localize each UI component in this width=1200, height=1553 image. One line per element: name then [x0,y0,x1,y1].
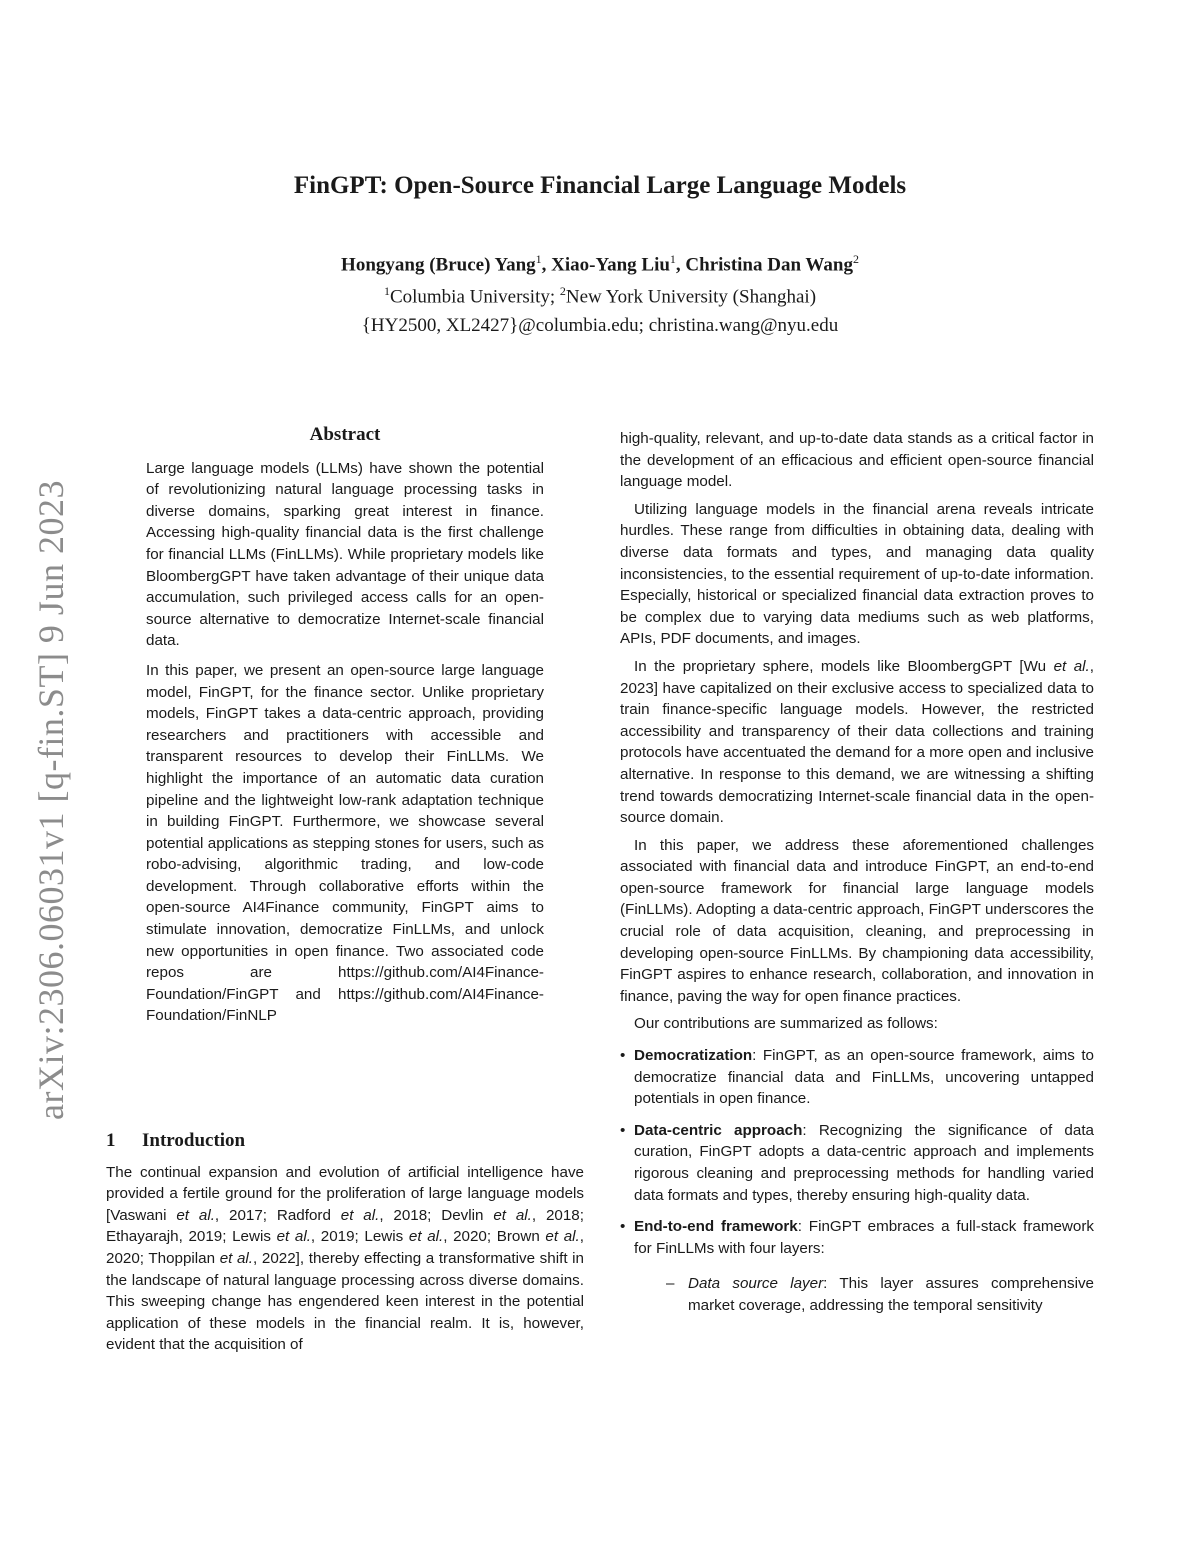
author-separator: , [541,254,552,276]
author-separator: , [675,254,686,276]
section-number: 1 [106,1130,116,1151]
text-run: , 2023] have capitalized on their exclusive access to specialized data to train finance-specific language models. However, the restricted accessibility and transparency of their data collections and training protocols have accentuated the demand for a more open and inclusive alternative. In response to this demand, we are witnessing a shifting trend towards democratizing Internet-scale financial data in the open-source domain. [620,657,1094,827]
author-affil-mark: 2 [852,252,859,266]
abstract-section [146,424,544,1035]
bullet-glyph: • [620,1047,626,1065]
author-name: Xiao-Yang Liu [551,254,670,276]
citation-etal: et al. [176,1206,215,1224]
list-item [620,1216,1094,1316]
list-item-label: End-to-end framework [634,1218,798,1236]
citation-etal: et al. [545,1228,580,1246]
citation-etal: et al. [408,1228,444,1246]
sub-list-item [666,1273,1094,1316]
list-item [620,1045,1094,1110]
affil-mark: 1 [383,284,390,298]
text-run: In the proprietary sphere, models like BloombergGPT [Wu [634,657,1054,675]
intro-paragraph [106,1162,584,1356]
text-run: , 2022], thereby effecting a transformative shift in the landscape of natural language processing across diverse domains. This sweeping change has engendered keen interest in the potential application of these models in the financial realm. It is, however, evident that the acquisition of [106,1249,584,1354]
list-item [620,1120,1094,1206]
dash-glyph: – [666,1275,675,1293]
introduction-section [106,1130,584,1356]
list-item-label: Democratization [634,1047,753,1065]
body-paragraph: Our contributions are summarized as follows: [634,1015,938,1033]
right-column [620,428,1094,1327]
abstract-paragraph: In this paper, we present an open-source large language model, FinGPT, for the finance sector. Unlike proprietary models, FinGPT takes a data-centric approach, providing researchers and practitioners with accessible and transparent resources to develop their FinLLMs. We highlight the importance of an automatic data curation pipeline and the lightweight low-rank adaptation technique in building FinGPT. Furthermore, we showcase several potential applications as stepping stones for users, such as robo-advising, algorithmic trading, and low-code development. Through collaborative efforts within the open-source AI4Finance community, FinGPT aims to stimulate innovation, democratize FinLLMs, and unlock new opportunities in open finance. Two associated code repos are https://github.com/AI4Finance-Foundation/FinGPT and https://github.com/AI4Finance-Foundation/FinNLP [146,661,544,1025]
body-paragraph: Utilizing language models in the financial arena reveals intricate hurdles. These range from difficulties in obtaining data, dealing with diverse data formats and types, and managing data quality inconsistencies, to the essential requirement of up-to-date information. Especially, historical or specialized financial data extraction proves to be complex due to varying data mediums such as web platforms, APIs, PDF documents, and images. [620,500,1094,648]
author-name: Hongyang (Bruce) Yang [341,254,536,276]
affil-name: Columbia University; [389,286,560,308]
list-item-label: Data-centric approach [634,1121,803,1139]
text-run: , 2020; Brown [443,1228,546,1246]
abstract-paragraph: Large language models (LLMs) have shown the potential of revolutionizing natural language processing tasks in diverse domains, sparking great interest in finance. Accessing high-quality financial data is the first challenge for financial LLMs (FinLLMs). While proprietary models like BloombergGPT have taken advantage of their unique data accumulation, such privileged access calls for an open-source alternative to democratize Internet-scale financial data. [146,459,544,650]
text-run: , 2018; Devlin [379,1206,494,1224]
author-name: Christina Dan Wang [685,254,853,276]
abstract-heading: Abstract [309,424,381,445]
citation-etal: et al. [276,1228,311,1246]
paper-title: FinGPT: Open-Source Financial Large Language Models [293,172,907,199]
body-paragraph: high-quality, relevant, and up-to-date data stands as a critical factor in the development of an efficacious and efficient open-source financial language model. [620,430,1094,491]
text-run: The continual expansion and evolution of artificial intelligence have provided a fertile ground for the proliferation of large language models [Vaswani [106,1163,584,1224]
text-run: , 2020; Thoppilan [106,1228,584,1267]
bullet-glyph: • [620,1218,626,1236]
section-title: Introduction [142,1130,246,1151]
affiliations [0,284,1200,308]
arxiv-identifier[interactable]: arXiv:2306.06031v1 [q-fin.ST] 9 Jun 2023 [31,480,71,1120]
body-paragraph [620,656,1094,829]
text-run: , 2017; Radford [214,1206,341,1224]
citation-etal: et al. [493,1206,532,1224]
author-affil-mark: 1 [535,252,542,266]
sub-list [634,1273,1094,1316]
affil-mark: 2 [559,284,566,298]
list-item-text: : Recognizing the significance of data curation, FinGPT adopts a data-centric approach and implements rigorous cleaning and preprocessing methods for handling varied data formats and types, thereby ensuring high-quality data. [634,1121,1094,1204]
author-emails: {HY2500, XL2427}@columbia.edu; christina.wang@nyu.edu [361,315,839,336]
contribution-list [620,1045,1094,1317]
citation-etal: et al. [1053,657,1090,675]
text-run: , 2019; Lewis [310,1228,409,1246]
bullet-glyph: • [620,1121,626,1139]
sub-item-text: : This layer assures comprehensive market coverage, addressing the temporal sensitivity [688,1275,1094,1314]
body-paragraph: In this paper, we address these aforementioned challenges associated with financial data and introduce FinGPT, an end-to-end open-source framework for financial large language models (FinLLMs). Adopting a data-centric approach, FinGPT underscores the crucial role of data acquisition, cleaning, and preprocessing in developing open-source FinLLMs. By championing data accessibility, FinGPT aspires to enhance research, collaboration, and innovation in finance, paving the way for open finance practices. [620,836,1094,1005]
list-item-text: : FinGPT, as an open-source framework, aims to democratize financial data and FinLLMs, uncovering untapped potentials in open finance. [634,1047,1094,1108]
author-affil-mark: 1 [669,252,676,266]
section-heading [106,1130,584,1152]
sub-item-label: Data source layer [688,1275,824,1293]
list-item-text: : FinGPT embraces a full-stack framework for FinLLMs with four layers: [634,1218,1094,1257]
citation-etal: et al. [340,1206,380,1224]
author-list [0,252,1200,276]
citation-etal: et al. [219,1249,254,1267]
text-run: , 2018; Ethayarajh, 2019; Lewis [106,1206,584,1246]
affil-name: New York University (Shanghai) [565,286,817,308]
